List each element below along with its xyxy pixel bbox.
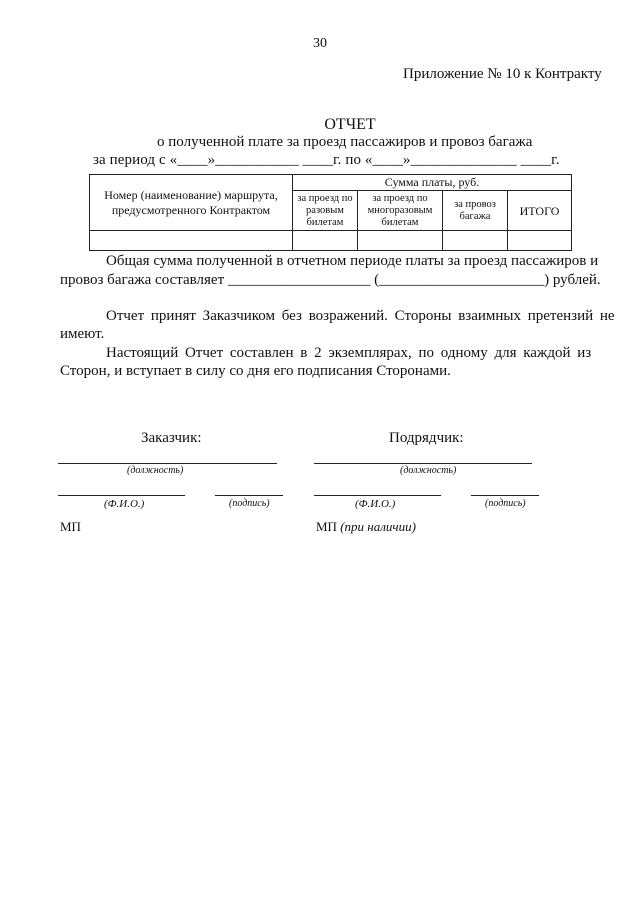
copies-line-1: Настоящий Отчет составлен в 2 экземплярах, по одному для каждой из [106, 345, 592, 361]
customer-position-line [58, 463, 277, 464]
contractor-signature-caption: (подпись) [485, 498, 526, 509]
baggage-header: за провоз багажа [443, 191, 508, 231]
customer-signature-caption: (подпись) [229, 498, 270, 509]
contractor-signature-line [471, 495, 539, 496]
single-ticket-header: за проезд по разовым билетам [293, 191, 358, 231]
sum-header: Сумма платы, руб. [293, 175, 572, 191]
appendix-heading: Приложение № 10 к Контракту [403, 66, 602, 82]
customer-stamp: МП [60, 519, 81, 534]
total-sum-line-1: Общая сумма полученной в отчетном периоде платы за проезд пассажиров и [106, 253, 599, 269]
copies-line-2: Сторон, и вступает в силу со дня его подписания Сторонами. [60, 363, 451, 379]
total-sum-line-2: провоз багажа составляет ___________________ (______________________) рублей. [60, 272, 601, 288]
table-cell[interactable] [358, 231, 443, 251]
contractor-stamp: МП (при наличии) [316, 519, 416, 534]
accepted-line-1: Отчет принят Заказчиком без возражений. Стороны взаимных претензий не [106, 308, 615, 324]
page-number: 30 [313, 36, 327, 51]
total-header: ИТОГО [508, 191, 572, 231]
table-cell[interactable] [90, 231, 293, 251]
payment-table [89, 174, 572, 251]
customer-signature-line [215, 495, 283, 496]
contractor-position-caption: (должность) [400, 465, 457, 476]
customer-fio-caption: (Ф.И.О.) [104, 498, 145, 510]
contractor-label: Подрядчик: [389, 430, 464, 446]
accepted-line-2: имеют. [60, 326, 105, 342]
table-row [90, 231, 572, 251]
multi-ticket-header: за проезд по многоразовым билетам [358, 191, 443, 231]
table-cell[interactable] [508, 231, 572, 251]
customer-position-caption: (должность) [127, 465, 184, 476]
table-cell[interactable] [443, 231, 508, 251]
contractor-fio-caption: (Ф.И.О.) [355, 498, 396, 510]
contractor-position-line [314, 463, 532, 464]
document-subtitle: о полученной плате за проезд пассажиров и провоз багажа [157, 134, 533, 150]
table-cell[interactable] [293, 231, 358, 251]
contractor-fio-line [314, 495, 441, 496]
reporting-period: за период с «____»___________ ____г. по «____»______________ ____г. [93, 152, 560, 168]
document-title: ОТЧЕТ [324, 116, 376, 133]
route-header: Номер (наименование) маршрута, предусмотренного Контрактом [90, 175, 293, 231]
customer-label: Заказчик: [141, 430, 202, 446]
customer-fio-line [58, 495, 185, 496]
